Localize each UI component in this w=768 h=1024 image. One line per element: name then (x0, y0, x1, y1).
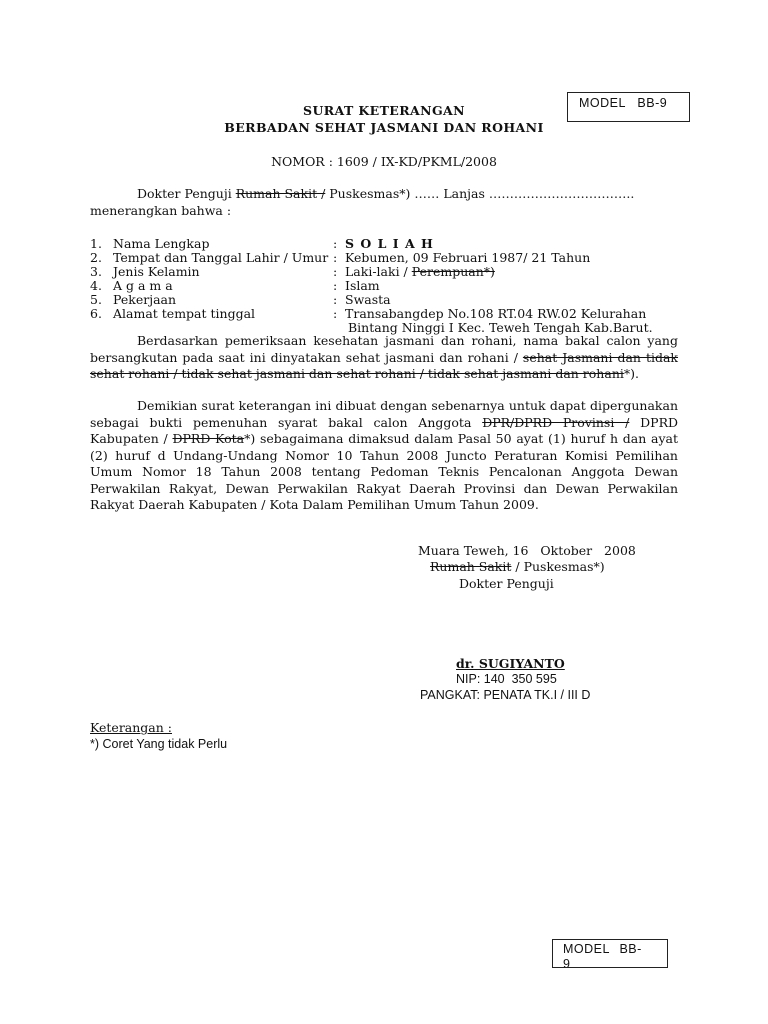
document-subtitle: BERBADAN SEHAT JASMANI DAN ROHANI (224, 120, 544, 135)
field-colon: : (333, 278, 338, 293)
field-num: 2. (90, 250, 102, 265)
intro-prefix: Dokter Penguji (137, 186, 236, 201)
field-colon: : (333, 236, 338, 251)
sign-institution-rest: / Puskesmas*) (511, 559, 605, 574)
field-num: 1. (90, 236, 102, 251)
field-label: Pekerjaan (113, 292, 177, 307)
signer-name: dr. SUGIYANTO (456, 656, 565, 671)
field-num: 3. (90, 264, 102, 279)
field-value-text: Laki-laki / (345, 264, 412, 279)
field-value: Islam (345, 278, 380, 293)
note-text: *) Coret Yang tidak Perlu (90, 737, 228, 751)
model-label: MODEL BB-9 (579, 96, 668, 110)
document-number: NOMOR : 1609 / IX-KD/PKML/2008 (271, 154, 497, 169)
field-value-name: S O L I A H (345, 236, 434, 251)
field-colon: : (333, 306, 338, 321)
model-label-box-bottom (552, 939, 668, 968)
statement-paragraph (90, 333, 678, 383)
sign-role: Dokter Penguji (459, 576, 554, 591)
purpose-text-a: Demikian surat keterangan ini dibuat dengan sebenarnya untuk dapat dipergunakan sebagai bukti pemenuhan syarat bakal calon Anggota (90, 398, 678, 430)
intro-struck: Rumah Sakit / (235, 186, 326, 201)
field-colon: : (333, 250, 338, 265)
signer-rank: PANGKAT: PENATA TK.I / III D (420, 688, 591, 702)
field-label: Alamat tempat tinggal (113, 306, 256, 321)
field-colon: : (333, 292, 338, 307)
sign-institution-struck: Rumah Sakit (430, 559, 512, 574)
field-value-struck: Perempuan*) (411, 264, 495, 279)
field-value-line2: Bintang Ninggi I Kec. Teweh Tengah Kab.Barut. (348, 320, 653, 335)
sign-place-date: Muara Teweh, 16 Oktober 2008 (418, 543, 636, 558)
statement-end: *). (623, 366, 639, 381)
field-num: 5. (90, 292, 102, 307)
field-label: Tempat dan Tanggal Lahir / Umur (113, 250, 329, 265)
field-colon: : (333, 264, 338, 279)
signer-nip: NIP: 140 350 595 (456, 672, 557, 686)
field-row (90, 236, 102, 251)
purpose-text-b: DPRD Kabupaten / (90, 414, 679, 446)
field-num: 6. (90, 306, 102, 321)
intro-line (137, 186, 634, 201)
field-value: Kebumen, 09 Februari 1987/ 21 Tahun (345, 250, 591, 265)
purpose-paragraph (90, 398, 678, 514)
statement-text: Berdasarkan pemeriksaan kesehatan jasmani dan rohani, nama bakal calon yang bersangkutan pada saat ini dinyatakan sehat jasmani dan rohani / (90, 333, 678, 365)
statement-struck: sehat Jasmani dan tidak sehat rohani / tidak sehat jasmani dan sehat rohani / tidak sehat jasmani dan rohani (90, 349, 679, 381)
field-value (345, 264, 495, 279)
purpose-text-c: *) sebagaimana dimaksud dalam Pasal 50 ayat (1) huruf h dan ayat (2) huruf d Undang-Undang Nomor 10 Tahun 2008 Juncto Peraturan Komisi Pemilihan Umum Nomor 18 Tahun 2008 tentang Pedoman Teknis Pencalonan Anggota Dewan Perwakilan Rakyat, Dewan Perwakilan Rakyat Daerah Provinsi dan Dewan Perwakilan Rakyat Daerah Kabupaten / Kota Dalam Pemilihan Umum Tahun 2009. (90, 431, 679, 512)
purpose-struck-1: DPR/DPRD Provinsi / (482, 414, 630, 430)
intro-line-2: menerangkan bahwa : (90, 203, 232, 218)
model-label-bottom: MODEL BB-9 (563, 942, 642, 968)
field-value: Swasta (345, 292, 391, 307)
field-label: Jenis Kelamin (113, 264, 200, 279)
note-heading: Keterangan : (90, 720, 172, 735)
field-value: Transabangdep No.108 RT.04 RW.02 Kelurahan (345, 306, 647, 321)
document-title: SURAT KETERANGAN (303, 103, 465, 118)
sign-institution (430, 559, 605, 574)
field-num: 4. (90, 278, 102, 293)
field-label: A g a m a (113, 278, 173, 293)
intro-suffix: Puskesmas*) …… Lanjas …………………………….. (325, 186, 635, 201)
purpose-struck-2: DPRD Kota (172, 431, 245, 446)
field-label: Nama Lengkap (113, 236, 210, 251)
